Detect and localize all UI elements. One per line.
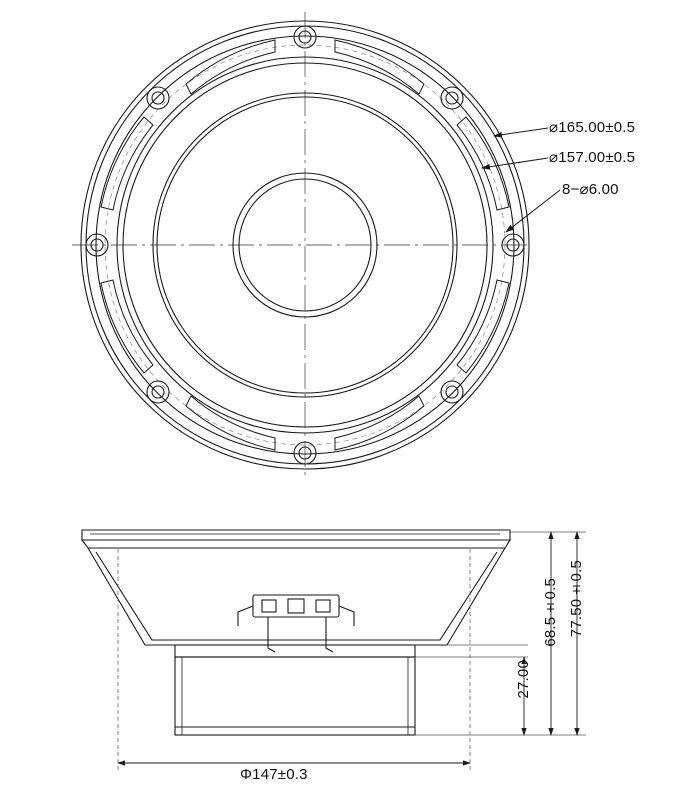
side-dimensions — [118, 532, 586, 770]
side-flange — [82, 530, 510, 540]
magnet-body — [175, 657, 415, 735]
depth-magnet-label: 27.00 — [515, 660, 532, 699]
depth-basket-label: 68.5±0.5 — [542, 578, 559, 647]
bolt-circle-label: ⌀157.00±0.5 — [549, 149, 636, 166]
outer-diameter-label: ⌀165.00±0.5 — [549, 119, 636, 136]
overall-width-label: Φ147±0.3 — [240, 766, 308, 783]
top-view-leaders — [482, 128, 560, 232]
side-flange-lip — [82, 540, 510, 548]
side-basket-inner — [96, 552, 497, 640]
top-view-centerlines — [72, 12, 530, 478]
magnet-top-plate — [175, 645, 415, 657]
outer-rim — [81, 21, 529, 469]
side-view-group — [82, 530, 586, 770]
side-basket — [88, 548, 505, 645]
depth-total-label: 77.50±0.5 — [568, 560, 585, 638]
hole-callout-label: 8−⌀6.00 — [562, 181, 619, 198]
top-view-group — [72, 12, 560, 478]
terminal-block — [238, 595, 354, 652]
